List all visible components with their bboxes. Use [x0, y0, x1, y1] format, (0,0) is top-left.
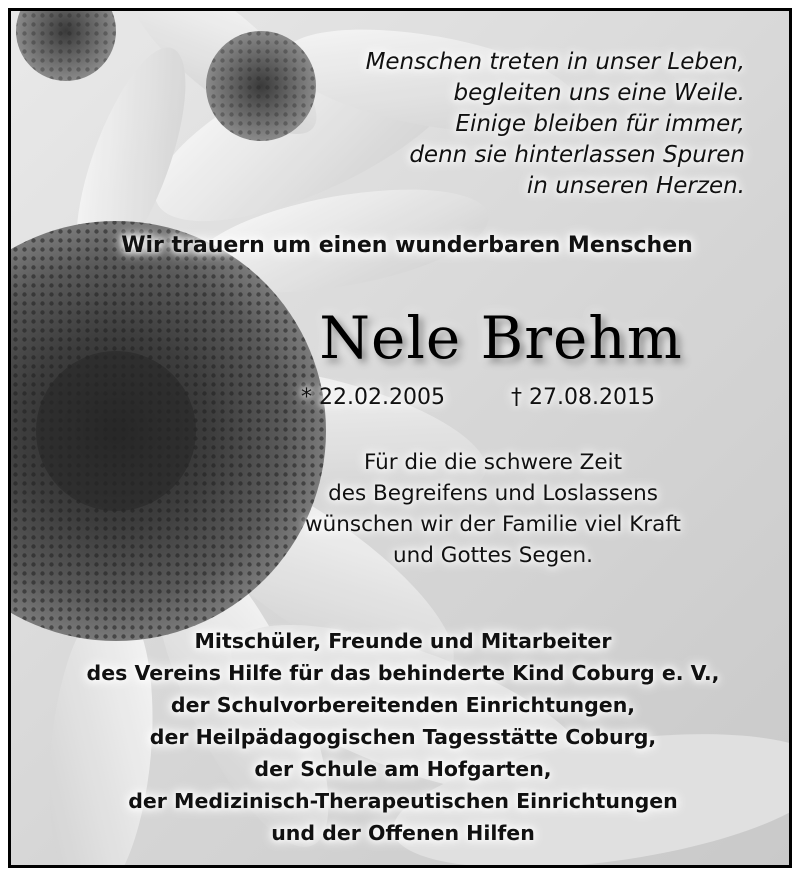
signer-line: des Vereins Hilfe für das behinderte Kind Coburg e. V., — [86, 661, 720, 685]
condolence-line: wünschen wir der Familie viel Kraft — [305, 512, 681, 537]
condolence-line: Für die die schwere Zeit — [363, 450, 623, 475]
signers-block — [11, 625, 792, 849]
condolence-line: und Gottes Segen. — [393, 543, 593, 568]
quote-line: begleiten uns eine Weile. — [453, 80, 745, 106]
signer-line: der Medizinisch-Therapeutischen Einrichtungen — [128, 789, 678, 813]
mourning-heading: Wir trauern um einen wunderbaren Menschen — [121, 233, 693, 258]
quote-verse — [245, 47, 745, 202]
death-date: † 27.08.2015 — [511, 385, 655, 410]
condolence-message — [223, 447, 763, 571]
quote-line: Menschen treten in unser Leben, — [365, 49, 745, 75]
quote-line: denn sie hinterlassen Spuren — [409, 142, 745, 168]
condolence-line: des Begreifens und Loslassens — [328, 481, 658, 506]
signer-line: der Schulvorbereitenden Einrichtungen, — [170, 693, 636, 717]
signer-line: und der Offenen Hilfen — [271, 821, 535, 845]
quote-line: Einige bleiben für immer, — [455, 111, 745, 137]
birth-date: * 22.02.2005 — [301, 385, 445, 410]
signer-line: der Heilpädagogischen Tagesstätte Coburg, — [149, 725, 657, 749]
signer-line: Mitschüler, Freunde und Mitarbeiter — [194, 629, 612, 653]
quote-line: in unseren Herzen. — [526, 173, 745, 199]
obituary-notice — [8, 8, 792, 868]
deceased-name: Nele Brehm — [319, 304, 683, 372]
signer-line: der Schule am Hofgarten, — [254, 757, 552, 781]
